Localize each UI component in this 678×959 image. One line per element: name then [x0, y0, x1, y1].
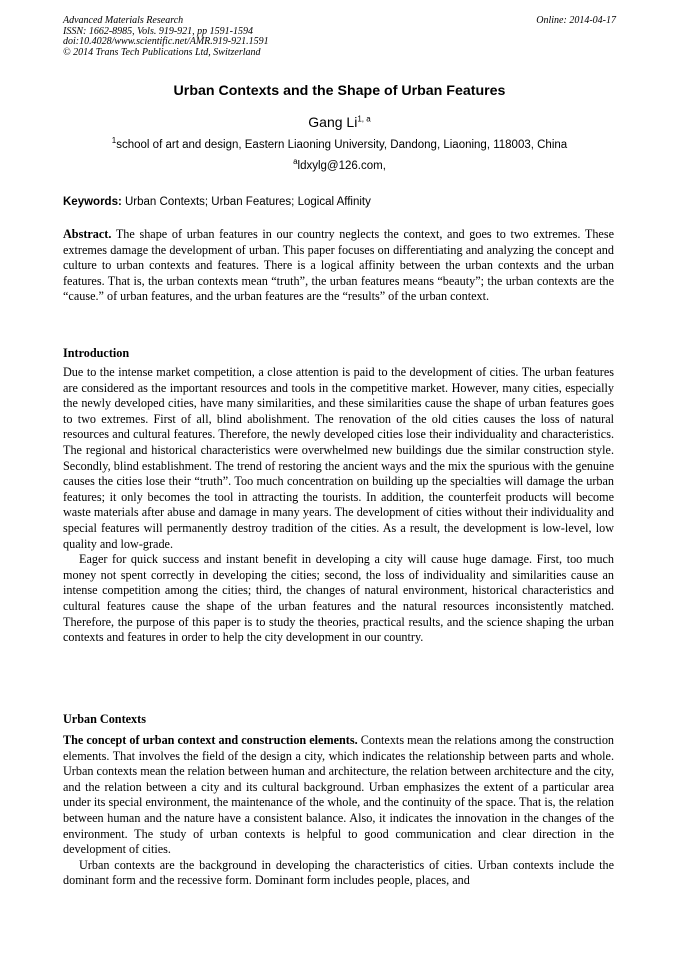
journal-header: [63, 16, 616, 58]
urban-contexts-paragraph-2: Urban contexts are the background in developing the characteristics of cities. Urban contexts include the dominant form and the recessive form. Dominant form includes people, places, and: [63, 857, 614, 888]
introduction-heading: Introduction: [63, 346, 130, 360]
abstract-label: Abstract.: [63, 227, 112, 241]
urban-contexts-text-1: Contexts mean the relations among the construction elements. That involves the field of the design a city, which indicates the relationship between parts and whole. Urban contexts mean the relation between human and architecture, the relation between architecture and the city, and the relation between a city and its cultural background. Urban emphasizes the extent of a particular area under its special environment, the maintenance of the whole, and the continuity of the space. That is, the relation between human and the nature have a consistent balance. Also, it indicates the innovation in the changes of the environment. The study of urban contexts is helpful to good communication and clear direction in the development of cities.: [63, 733, 615, 857]
copyright-line: © 2014 Trans Tech Publications Ltd, Switzerland: [63, 46, 261, 58]
concept-subheading: The concept of urban context and construction elements.: [63, 733, 358, 747]
urban-contexts-paragraph-1: [63, 733, 614, 858]
affiliation-text: school of art and design, Eastern Liaoning University, Dandong, Liaoning, 118003, China: [116, 139, 568, 151]
author-name: Gang Li: [308, 114, 358, 130]
introduction-section: [63, 365, 614, 646]
issn-line: ISSN: 1662-8985, Vols. 919-921, pp 1591-1594: [63, 25, 253, 37]
affiliation-superscript: 1: [111, 136, 117, 146]
urban-contexts-heading: Urban Contexts: [63, 712, 146, 726]
keywords: [63, 195, 616, 209]
paper-title: Urban Contexts and the Shape of Urban Features: [173, 83, 506, 99]
introduction-paragraph-2: Eager for quick success and instant benefit in developing a city will cause huge damage. First, too much money not spent correctly in developing the cities; second, the loss of individuality and similarities cause an intense competition among the cities; third, the changes of natural environment, historical characteristics and cultural features cause the shape of the urban features and the natural resources inconsistently matched. Therefore, the purpose of this paper is to study the theories, practical results, and the science shaping the urban contexts and features in order to help the city development in our country.: [63, 552, 614, 645]
doi-line: doi:10.4028/www.scientific.net/AMR.919-921.1591: [63, 36, 269, 47]
email-line: [63, 159, 616, 173]
author-superscript: 1, a: [357, 114, 371, 124]
journal-name: Advanced Materials Research: [63, 15, 184, 26]
abstract-section: [63, 227, 614, 305]
urban-contexts-section: [63, 733, 614, 889]
affiliation-line: [63, 138, 616, 152]
abstract-paragraph: [63, 227, 614, 305]
abstract-text: The shape of urban features in our country neglects the context, and goes to two extremes. These extremes damage the development of urban. This paper focuses on differentiating and analyzing the concept and culture to urban contexts and features. There is a logical affinity between the urban contexts and the urban features. That is, the urban contexts mean “truth”, the urban features means “beauty”; the urban contexts are the “cause.” of urban features, and the urban features are the “results” of the urban context.: [63, 227, 614, 304]
email-text: ldxylg@126.com,: [297, 160, 386, 172]
introduction-paragraph-1: Due to the intense market competition, a close attention is paid to the development of cities. The urban features are considered as the important resources and tools in the competitive market. However, many cities, especially the newly developed cities, have many similarities, and these similarities cause the shape of urban features goes to two extremes. First of all, blind abolishment. The renovation of the old cities causes the loss of natural resources and cultural features. Therefore, the newly developed cities lose their individuality and characteristics. The regional and historical characteristics were overwhelmed new buildings due the similar construction style. Secondly, blind establishment. The trend of restoring the ancient ways and the mix the spurious with the genuine causes the cities lose their “truth”. Too much concentration on building up the specialties will damage the urban features; it only becomes the tool in attracting the tourists. In addition, the counterfeit products will become waste materials after abuse and damage in many years. The development of cities without their individuality and special features will permanently destroy tradition of the cities. As a result, the development is low-level, low quality and low-grade.: [63, 365, 614, 551]
email-superscript: a: [293, 157, 298, 167]
keywords-label: Keywords:: [63, 196, 122, 208]
online-date: Online: 2014-04-17: [536, 15, 616, 26]
author-line: [63, 113, 616, 131]
keywords-text: Urban Contexts; Urban Features; Logical Affinity: [121, 196, 371, 208]
